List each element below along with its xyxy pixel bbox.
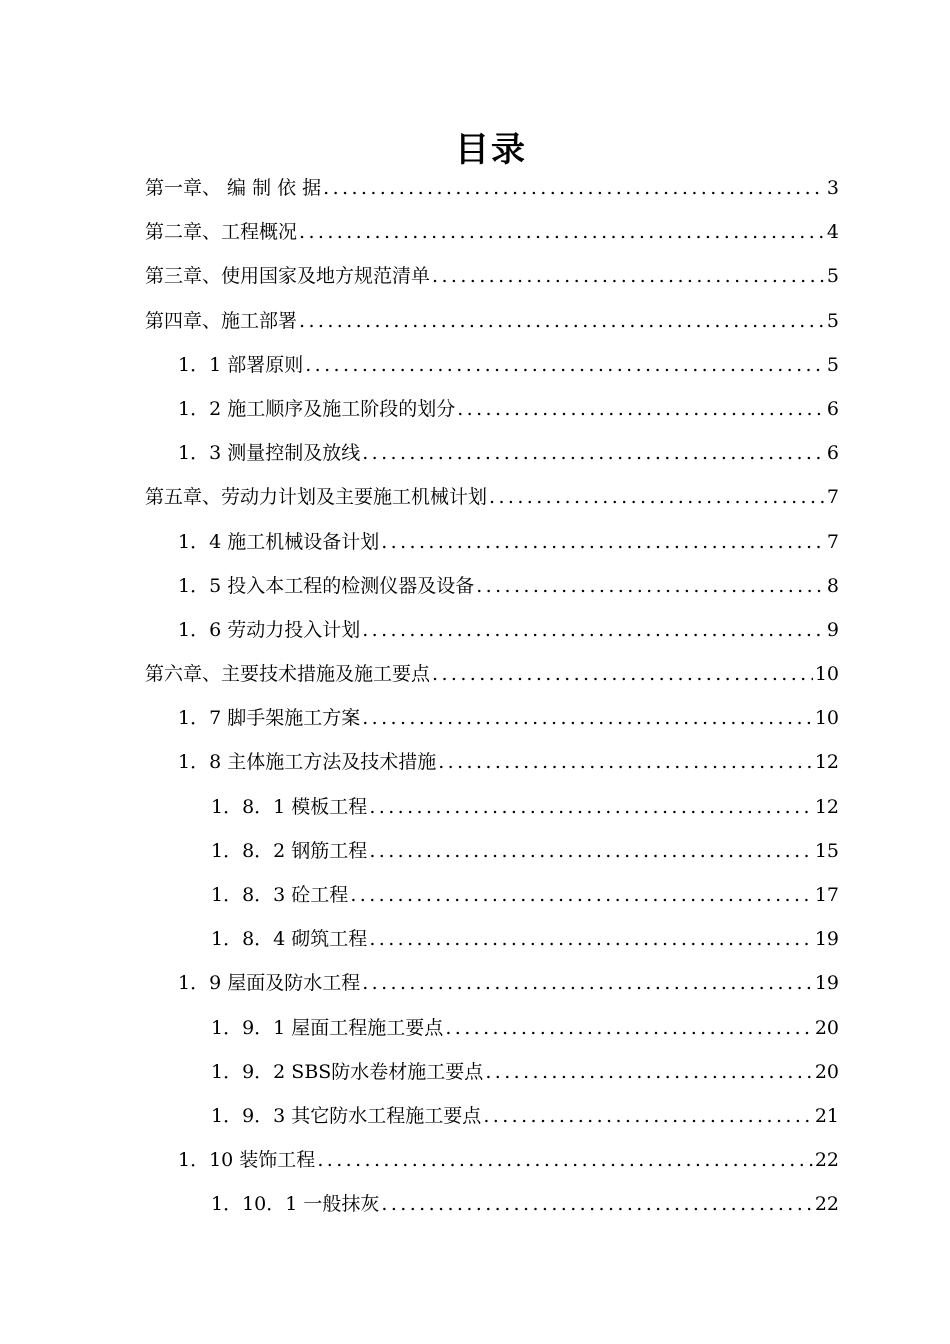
toc-entry-text: 1．8．3 砼工程 <box>211 884 349 906</box>
toc-entry-text: 1．7 脚手架施工方案 <box>178 707 361 730</box>
toc-entry-page-number: 10 <box>814 707 839 730</box>
toc-entry[interactable] <box>145 254 839 298</box>
toc-entry-text: 1．1 部署原则 <box>178 353 304 376</box>
toc-entry-text: 1．9．3 其它防水工程施工要点 <box>211 1104 482 1127</box>
toc-entry[interactable] <box>145 1050 839 1094</box>
toc-dot-leader <box>369 917 813 961</box>
toc-entry-page-number: 5 <box>826 353 839 376</box>
toc-entry-text: 第一章、 编 制 依 据 <box>145 177 322 199</box>
toc-dot-leader <box>299 299 825 343</box>
toc-entry[interactable] <box>145 696 839 740</box>
toc-dot-leader <box>438 740 813 784</box>
toc-entry[interactable] <box>145 1138 839 1182</box>
toc-dot-leader <box>485 1050 813 1094</box>
toc-entry[interactable] <box>145 1006 839 1050</box>
toc-entry-text: 第四章、施工部署 <box>145 309 298 332</box>
toc-entry-text: 1．8．4 砌筑工程 <box>211 928 368 951</box>
toc-entry[interactable] <box>145 475 839 519</box>
toc-dot-leader <box>432 254 825 298</box>
toc-entry[interactable] <box>145 343 839 387</box>
toc-entry-page-number: 20 <box>814 1060 839 1083</box>
toc-dot-leader <box>476 564 825 608</box>
toc-dot-leader <box>369 829 813 873</box>
toc-entry-text: 第六章、主要技术措施及施工要点 <box>145 663 431 686</box>
toc-entry[interactable] <box>145 873 839 917</box>
toc-dot-leader <box>362 961 813 1005</box>
toc-entry-text: 1．8 主体施工方法及技术措施 <box>178 751 437 774</box>
toc-entry-page-number: 22 <box>814 1149 839 1172</box>
toc-entry-page-number: 7 <box>826 530 839 553</box>
toc-entry[interactable] <box>145 1094 839 1138</box>
toc-dot-leader <box>362 608 825 652</box>
toc-entry-text: 1．8．2 钢筋工程 <box>211 839 368 862</box>
toc-entry-page-number: 8 <box>826 574 839 597</box>
toc-entry-page-number: 6 <box>826 442 839 465</box>
toc-dot-leader <box>457 387 825 431</box>
toc-entry[interactable] <box>145 917 839 961</box>
toc-entry[interactable] <box>145 961 839 1005</box>
toc-entry-page-number: 10 <box>814 663 839 686</box>
toc-dot-leader <box>483 1094 813 1138</box>
toc-entry-text: 第二章、工程概况 <box>145 221 298 244</box>
toc-dot-leader <box>381 520 825 564</box>
toc-entry-text: 1．9．1 屋面工程施工要点 <box>211 1016 444 1039</box>
toc-entry-text: 1．4 施工机械设备计划 <box>178 530 380 553</box>
toc-dot-leader <box>362 696 813 740</box>
toc-entry-page-number: 6 <box>826 397 839 420</box>
toc-entry[interactable] <box>145 166 839 210</box>
toc-entry-text: 1．8．1 模板工程 <box>211 795 368 818</box>
toc-entry-text: 1．5 投入本工程的检测仪器及设备 <box>178 574 475 597</box>
toc-entry[interactable] <box>145 210 839 254</box>
toc-entry-text: 1．2 施工顺序及施工阶段的划分 <box>178 397 456 420</box>
toc-entry-page-number: 19 <box>814 972 839 995</box>
toc-entry-text: 1．10 装饰工程 <box>178 1149 316 1172</box>
toc-entry-page-number: 17 <box>814 884 839 906</box>
toc-entry-page-number: 5 <box>826 309 839 332</box>
toc-entry-text: 1．6 劳动力投入计划 <box>178 618 361 641</box>
toc-entry[interactable] <box>145 387 839 431</box>
toc-entry[interactable] <box>145 1182 839 1226</box>
toc-entry-page-number: 7 <box>826 486 839 509</box>
toc-entry-page-number: 9 <box>826 618 839 641</box>
toc-entry-page-number: 12 <box>814 751 839 774</box>
toc-entry-text: 第三章、使用国家及地方规范清单 <box>145 265 431 288</box>
toc-entry[interactable] <box>145 652 839 696</box>
toc-entry-text: 1．9 屋面及防水工程 <box>178 972 361 995</box>
toc-entry-page-number: 19 <box>814 928 839 951</box>
toc-dot-leader <box>350 873 813 917</box>
toc-entry[interactable] <box>145 564 839 608</box>
toc-entry-page-number: 22 <box>814 1193 839 1216</box>
toc-dot-leader <box>362 431 825 475</box>
toc-entry-text: 1．10．1 一般抹灰 <box>211 1193 380 1216</box>
toc-dot-leader <box>381 1182 812 1226</box>
toc-entry-page-number: 15 <box>814 839 839 862</box>
toc-entry-page-number: 5 <box>826 265 839 288</box>
toc-entry-page-number: 3 <box>826 177 839 199</box>
toc-entry[interactable] <box>145 829 839 873</box>
toc-entry-text: 1．3 测量控制及放线 <box>178 442 361 465</box>
toc-entry[interactable] <box>145 740 839 784</box>
toc-entry-page-number: 21 <box>814 1104 839 1127</box>
toc-dot-leader <box>323 166 825 210</box>
toc-entry-text: 第五章、劳动力计划及主要施工机械计划 <box>145 486 488 509</box>
toc-dot-leader <box>432 652 813 696</box>
toc-entry-page-number: 4 <box>826 221 839 244</box>
toc-list <box>145 166 839 1227</box>
toc-dot-leader <box>317 1138 813 1182</box>
toc-dot-leader <box>369 785 813 829</box>
toc-entry[interactable] <box>145 520 839 564</box>
toc-entry-text: 1．9．2 SBS防水卷材施工要点 <box>211 1060 484 1083</box>
toc-entry[interactable] <box>145 431 839 475</box>
toc-dot-leader <box>489 475 825 519</box>
toc-dot-leader <box>299 210 825 254</box>
toc-dot-leader <box>305 343 825 387</box>
toc-entry-page-number: 20 <box>814 1016 839 1039</box>
toc-entry-page-number: 12 <box>814 795 839 818</box>
toc-entry[interactable] <box>145 608 839 652</box>
toc-entry[interactable] <box>145 299 839 343</box>
toc-title: 目录 <box>455 130 527 170</box>
toc-dot-leader <box>445 1006 813 1050</box>
toc-entry[interactable] <box>145 785 839 829</box>
